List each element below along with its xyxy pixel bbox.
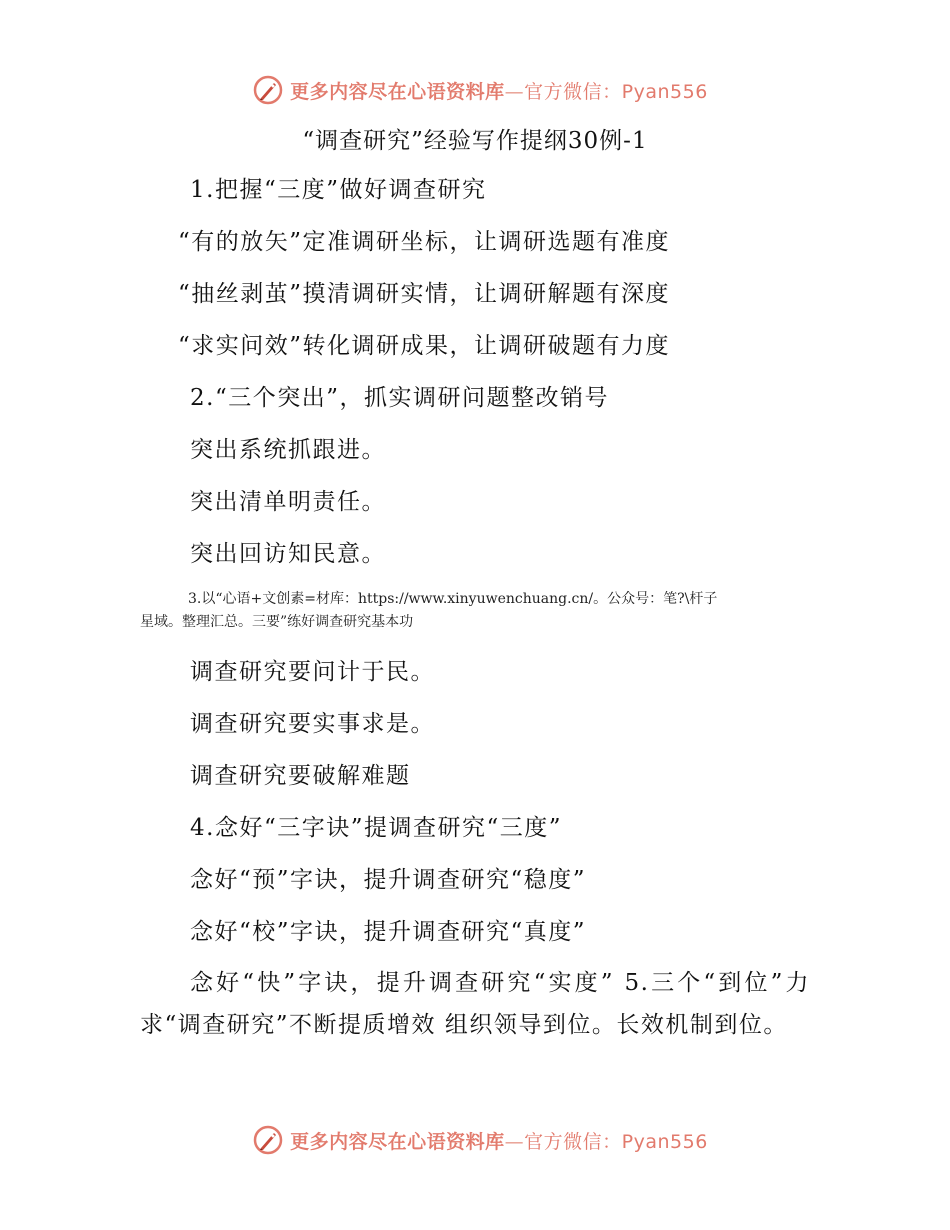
- header-banner-separator: —: [504, 80, 525, 103]
- footer-banner-separator: —: [504, 1130, 525, 1153]
- quill-logo-icon: [252, 1124, 284, 1156]
- footer-banner-main: 更多内容尽在心语资料库: [290, 1130, 505, 1153]
- section2-heading: 2.“三个突出”，抓实调研问题整改销号: [190, 385, 609, 411]
- section2-item-2: 突出清单明责任。: [190, 489, 386, 515]
- document-content: [140, 118, 810, 1046]
- section1-item-3: “求实问效”转化调研成果，让调研破题有力度: [178, 333, 671, 359]
- section3-heading-line2: 星域。整理汇总。三要”练好调查研究基本功: [140, 614, 414, 630]
- section2-item-1: 突出系统抓跟进。: [190, 437, 386, 463]
- section1-item-2: “抽丝剥茧”摸清调研实情，让调研解题有深度: [178, 281, 671, 307]
- section3-item-1: 调查研究要问计于民。: [190, 659, 435, 685]
- footer-banner-suffix: 官方微信：Pyan556: [524, 1130, 708, 1153]
- section4-item-1: 念好“预”字诀，提升调查研究“稳度”: [190, 867, 587, 893]
- section4-item-2: 念好“校”字诀，提升调查研究“真度”: [190, 919, 587, 945]
- section3-heading: [140, 588, 810, 634]
- section4-heading: 4.念好“三字诀”提调查研究“三度”: [190, 815, 562, 841]
- section4-last-paragraph: 念好“快”字诀，提升调查研究“实度” 5.三个“到位”力求“调查研究”不断提质增效 组织领导到位。长效机制到位。: [140, 970, 810, 1038]
- header-banner-inner: [252, 74, 708, 106]
- document-title: “调查研究”经验写作提纲30例-1: [302, 128, 648, 154]
- footer-banner-text: [290, 1127, 708, 1154]
- header-banner: [0, 70, 950, 110]
- section1-heading: 1.把握“三度”做好调查研究: [190, 177, 487, 203]
- header-banner-text: [290, 77, 708, 104]
- section2-item-3: 突出回访知民意。: [190, 541, 386, 567]
- footer-banner: [0, 1120, 950, 1160]
- header-banner-main: 更多内容尽在心语资料库: [290, 80, 505, 103]
- section3-item-2: 调查研究要实事求是。: [190, 711, 435, 737]
- header-banner-suffix: 官方微信：Pyan556: [524, 80, 708, 103]
- section1-item-1: “有的放矢”定准调研坐标，让调研选题有准度: [178, 229, 671, 255]
- section3-item-3: 调查研究要破解难题: [190, 763, 411, 789]
- quill-logo-icon: [252, 74, 284, 106]
- section3-heading-line1: 3.以“心语+文创素=材库：https://www.xinyuwenchuang.cn/。公众号：笔?\杆子: [188, 591, 718, 607]
- footer-banner-inner: [252, 1124, 708, 1156]
